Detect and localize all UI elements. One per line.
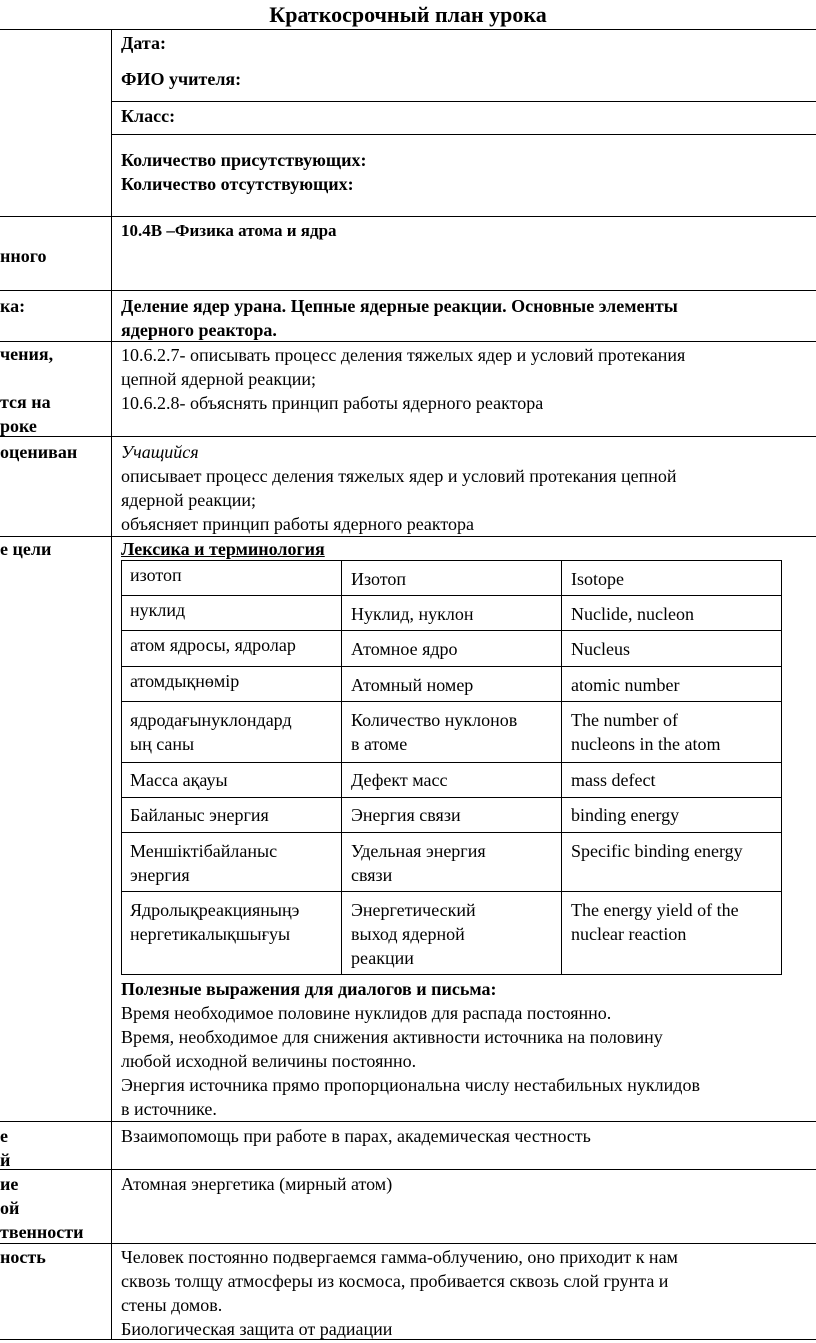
glossary-border (121, 701, 782, 702)
glossary-ru: Энергетический выход ядерной реакции (351, 900, 476, 968)
glossary-en: The number of nucleons in the atom (571, 710, 721, 754)
crosscurricular-label: ие ой твенности (0, 1174, 84, 1242)
glossary-border (121, 560, 122, 975)
glossary-en: binding energy (571, 805, 680, 825)
values-label: е й (0, 1126, 11, 1170)
glossary-border (121, 762, 782, 763)
glossary-ru: Нуклид, нуклон (351, 604, 474, 624)
language-goals-label: е цели (0, 539, 52, 559)
glossary-kz: нуклид (130, 600, 186, 620)
phrases-text: Время необходимое половине нуклидов для распада постоянно. Время, необходимое для снижения активности источника на половину любой исходной величины постоянно. Энергия источника прямо пропорциональна числу нестабильных нуклидов в источнике. (121, 1003, 700, 1119)
glossary-kz: Меншіктібайланыс энергия (130, 841, 278, 885)
section-label: нного (0, 246, 47, 266)
glossary-ru: Энергия связи (351, 805, 461, 825)
assessment-text: описывает процесс деления тяжелых ядер и условий протекания цепной ядерной реакции; объясняет принцип работы ядерного реактора (121, 466, 677, 534)
section-text: 10.4B –Физика атома и ядра (121, 221, 337, 240)
table-border (111, 29, 112, 1340)
glossary-kz: Масса ақауы (130, 770, 228, 790)
table-border (0, 436, 816, 437)
glossary-en: Nuclide, nucleon (571, 604, 694, 624)
table-border (111, 134, 816, 135)
glossary-border (121, 666, 782, 667)
table-border (0, 1121, 816, 1122)
teacher-label: ФИО учителя: (121, 69, 242, 89)
assessment-student: Учащийся (121, 442, 199, 462)
topic-text: Деление ядер урана. Цепные ядерные реакции. Основные элементы ядерного реактора. (121, 296, 678, 340)
glossary-ru: Дефект масс (351, 770, 448, 790)
page-title: Краткосрочный план урока (269, 2, 547, 27)
crosscurricular-text: Атомная энергетика (мирный атом) (121, 1174, 393, 1194)
glossary-border (781, 560, 782, 975)
attendance-label: Количество присутствующих: Количество отсутствующих: (121, 150, 367, 194)
glossary-kz: ядродағынуклондард ың саны (130, 710, 292, 754)
glossary-kz: Ядролықреакцияныңэ нергетикалықшығуы (130, 900, 300, 944)
glossary-border (121, 630, 782, 631)
glossary-ru: Количество нуклонов в атоме (351, 710, 518, 754)
learning-goals-text: 10.6.2.7- описывать процесс деления тяжелых ядер и условий протекания цепной ядерной реакции; 10.6.2.8- объяснять принцип работы ядерного реактора (121, 345, 686, 413)
date-label: Дата: (121, 33, 166, 53)
glossary-ru: Изотоп (351, 569, 407, 589)
glossary-border (121, 797, 782, 798)
glossary-border (561, 560, 562, 975)
glossary-en: Nucleus (571, 639, 630, 659)
assessment-label: оцениван (0, 442, 78, 462)
glossary-ru: Атомное ядро (351, 639, 458, 659)
class-label: Класс: (121, 106, 176, 126)
glossary-kz: атом ядросы, ядролар (130, 635, 296, 655)
glossary-border (121, 974, 782, 975)
table-border (0, 290, 816, 291)
glossary-ru: Атомный номер (351, 675, 474, 695)
glossary-border (121, 560, 782, 561)
glossary-ru: Удельная энергия связи (351, 841, 486, 885)
glossary-border (121, 832, 782, 833)
table-border (111, 101, 816, 102)
table-border (0, 29, 816, 30)
table-border (0, 1243, 816, 1244)
table-border (0, 1169, 816, 1170)
glossary-en: The energy yield of the nuclear reaction (571, 900, 739, 944)
glossary-kz: атомдықнөмір (130, 671, 240, 691)
ict-text: Человек постоянно подвергаемся гамма-облучению, оно приходит к нам сквозь толщу атмосферы из космоса, пробивается сквозь слой грунта и стены домов. Биологическая защита от радиации (121, 1247, 678, 1339)
table-border (0, 216, 816, 217)
values-text: Взаимопомощь при работе в парах, академическая честность (121, 1126, 591, 1146)
topic-label: ка: (0, 296, 26, 316)
glossary-border (341, 560, 342, 975)
glossary-kz: Байланыс энергия (130, 805, 269, 825)
glossary-kz: изотоп (130, 565, 182, 585)
vocab-heading: Лексика и терминология (121, 539, 325, 559)
goals-label: чения, тся на роке (0, 344, 54, 436)
glossary-en: mass defect (571, 770, 656, 790)
phrases-heading: Полезные выражения для диалогов и письма: (121, 979, 497, 999)
glossary-border (121, 595, 782, 596)
ict-label: ность (0, 1247, 46, 1267)
glossary-en: Isotope (571, 569, 624, 589)
glossary-border (121, 891, 782, 892)
glossary-en: Specific binding energy (571, 841, 743, 861)
glossary-en: atomic number (571, 675, 680, 695)
